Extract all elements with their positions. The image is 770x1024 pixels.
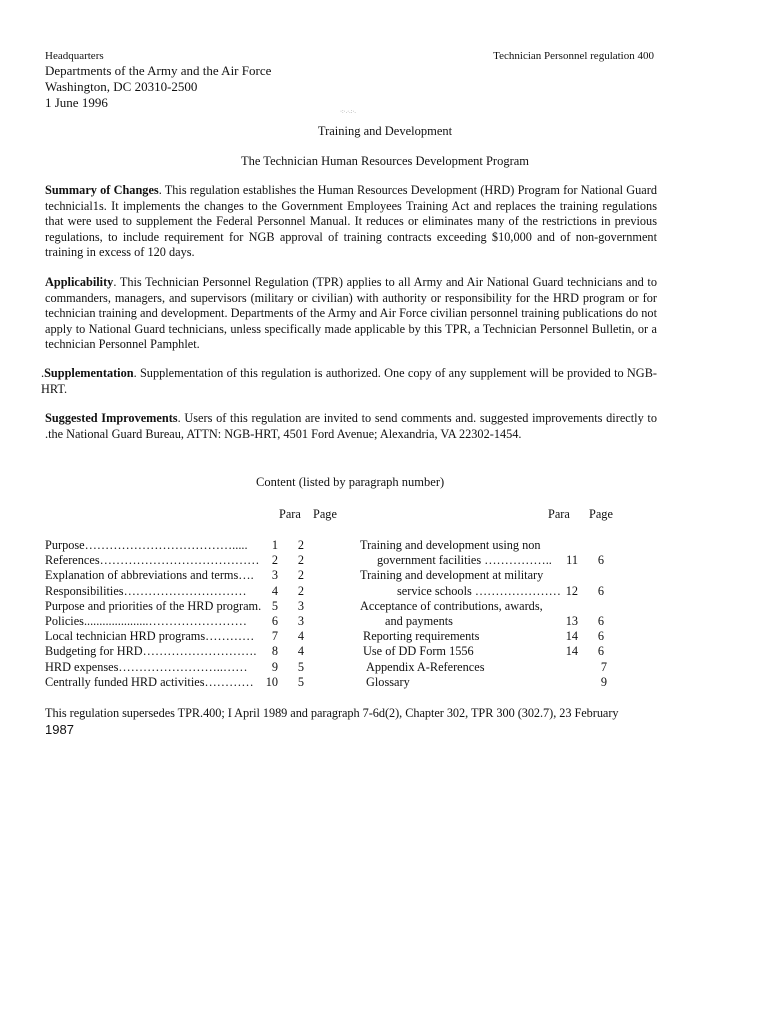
address-line-date: 1 June 1996 (45, 95, 108, 110)
applicability-text: . This Technician Personnel Regulation (TPR) applies to all Army and Air National Guard technicians and to commanders, managers, and supervisors (military or civilian) with authority or responsibility for the HRD program or for technician training and development. Departments of the Army and Air Force civilian personnel training publications do not apply to National Guard technicians, unless specifically made applicable by this TPR, a Technician Personnel Bulletin, or a technician Personnel Pamphlet. (45, 275, 657, 352)
toc-row-dd-form: Use of DD Form 1556 14 6 (363, 644, 604, 659)
toc-row-responsibilities: Responsibilities………………………… 4 2 (45, 583, 304, 598)
toc-row-priorities: Purpose and priorities of the HRD program. 5 3 (45, 598, 304, 613)
address-line-departments: Departments of the Army and the Air Force (45, 63, 272, 78)
header-headquarters: Headquarters (45, 50, 104, 62)
toc-row-budgeting: Budgeting for HRD………………………. 8 4 (45, 644, 304, 659)
contents-right-para-header: Para (548, 507, 570, 521)
applicability-paragraph (45, 275, 657, 353)
toc-row-abbreviations: Explanation of abbreviations and terms…. 3 2 (45, 568, 304, 583)
summary-heading: Summary of Changes (45, 183, 159, 197)
toc-row-reporting: Reporting requirements 14 6 (363, 629, 604, 644)
header-mark: ·:·.·.:·. (340, 109, 356, 115)
toc-row-contributions-2: and payments 13 6 (385, 613, 604, 628)
toc-row-non-government-1: Training and development using non (360, 538, 541, 552)
toc-row-references: References………………………………… 2 2 (45, 553, 304, 568)
address-line-city: Washington, DC 20310-2500 (45, 79, 198, 94)
contents-right-column (360, 538, 610, 690)
header-address (45, 63, 271, 111)
toc-row-policies: Policies.....................…………………… 6 3 (45, 613, 304, 628)
summary-of-changes-paragraph (45, 183, 657, 261)
contents-left-page-header: Page (313, 507, 337, 521)
toc-row-expenses: HRD expenses……………………..…… 9 5 (45, 659, 304, 674)
contents-right-page-header: Page (589, 507, 613, 521)
document-subtitle: The Technician Human Resources Development Program (240, 154, 530, 168)
contents-left-para-header: Para (279, 507, 301, 521)
supersedes-text: This regulation supersedes TPR.400; I April 1989 and paragraph 7-6d(2), Chapter 302, TPR 300 (302.7), 23 February (45, 706, 619, 720)
toc-row-purpose: Purpose………………………………..... 1 2 (45, 538, 304, 552)
supplementation-prefix: . (41, 366, 45, 380)
contents-heading: Content (listed by paragraph number) (256, 475, 445, 489)
applicability-heading: Applicability (45, 275, 114, 289)
header-regulation-number: Technician Personnel regulation 400 (493, 50, 654, 62)
supplementation-heading: Supplementation (44, 366, 134, 380)
toc-row-local-programs: Local technician HRD programs………… 7 4 (45, 629, 304, 644)
toc-row-non-government-2: government facilities …………….. 11 6 (377, 553, 604, 568)
toc-row-appendix: Appendix A-References 7 (366, 659, 607, 674)
toc-row-centrally-funded: Centrally funded HRD activities………… 10 5 (45, 674, 304, 689)
toc-row-military-schools-2: service schools ………………… 12 6 (397, 583, 604, 598)
supplementation-text: . Supplementation of this regulation is authorized. One copy of any supplement will be provided to NGB-HRT. (41, 366, 657, 396)
toc-row-glossary: Glossary 9 (366, 674, 607, 689)
toc-row-military-schools-1: Training and development at military (360, 568, 544, 583)
supersedes-paragraph (45, 706, 657, 738)
document-title: Training and Development (317, 124, 453, 138)
improvements-text: . Users of this regulation are invited to send comments and. suggested improvements directly to .the National Guard Bureau, ATTN: NGB-HRT, 4501 Ford Avenue; Alexandria, VA 22302-1454. (45, 411, 657, 441)
summary-text: . This regulation establishes the Human Resources Development (HRD) Program for National Guard technicial1s. It implements the changes to the Government Employees Training Act and replaces the training regulations that were used to supplement the Federal Personnel Manual. It reduces or eliminates many of the restrictions in previous regulations, to include requirement for NGB approval of training contracts exceeding $10,000 and of non-government training in excess of 120 days. (45, 183, 657, 260)
improvements-heading: Suggested Improvements (45, 411, 178, 425)
supplementation-paragraph (41, 366, 657, 397)
toc-row-contributions-1: Acceptance of contributions, awards, (360, 598, 543, 613)
contents-left-column (45, 538, 315, 690)
suggested-improvements-paragraph (45, 411, 657, 442)
supersedes-year: 1987 (45, 721, 74, 737)
